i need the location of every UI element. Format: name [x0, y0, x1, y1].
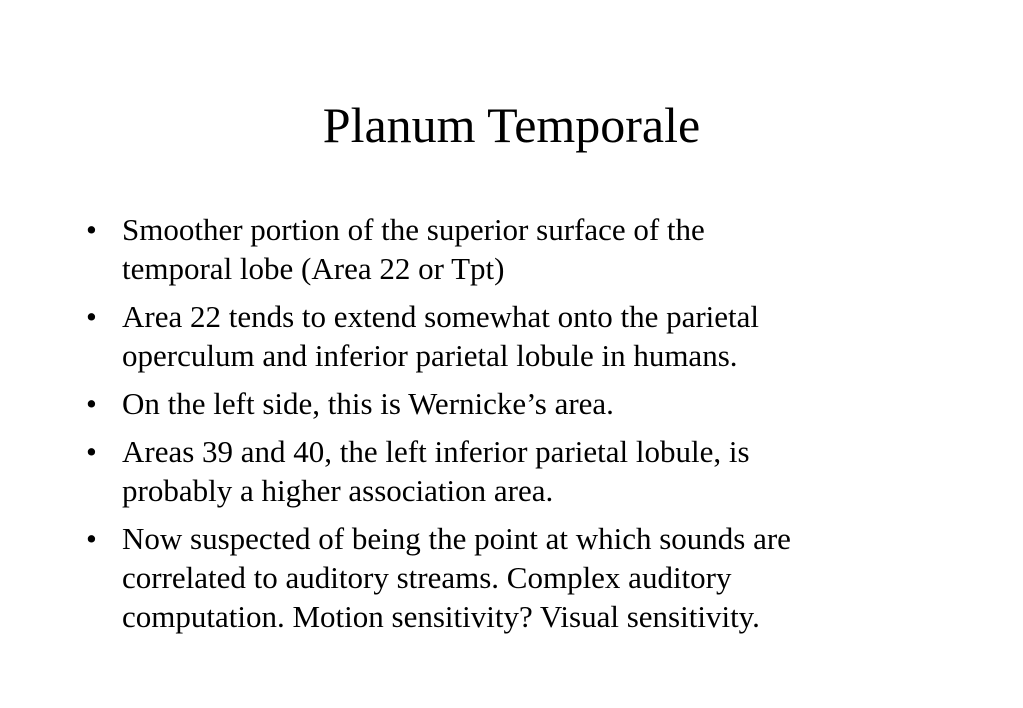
bullet-text: Area 22 tends to extend somewhat onto the parietal operculum and inferior parietal lobule in humans.	[122, 299, 760, 373]
bullet-text: Smoother portion of the superior surface of the temporal lobe (Area 22 or Tpt)	[122, 212, 705, 286]
bullet-item	[0, 432, 1023, 510]
bullet-item	[0, 297, 1023, 375]
bullet-text: On the left side, this is Wernicke’s area.	[122, 386, 614, 421]
bullet-icon: •	[86, 299, 97, 334]
bullet-list	[0, 210, 1023, 645]
bullet-icon: •	[86, 521, 97, 556]
bullet-icon: •	[86, 212, 97, 247]
bullet-icon: •	[86, 434, 97, 469]
bullet-item	[0, 519, 1023, 636]
bullet-item	[0, 210, 1023, 288]
slide-title: Planum Temporale	[322, 97, 701, 153]
bullet-item	[0, 384, 1023, 423]
bullet-icon: •	[86, 386, 97, 421]
bullet-text: Now suspected of being the point at which sounds are correlated to auditory streams. Complex auditory computation. Motion sensitivity? Visual sensitivity.	[122, 521, 791, 634]
bullet-text: Areas 39 and 40, the left inferior parietal lobule, is probably a higher association area.	[122, 434, 750, 508]
